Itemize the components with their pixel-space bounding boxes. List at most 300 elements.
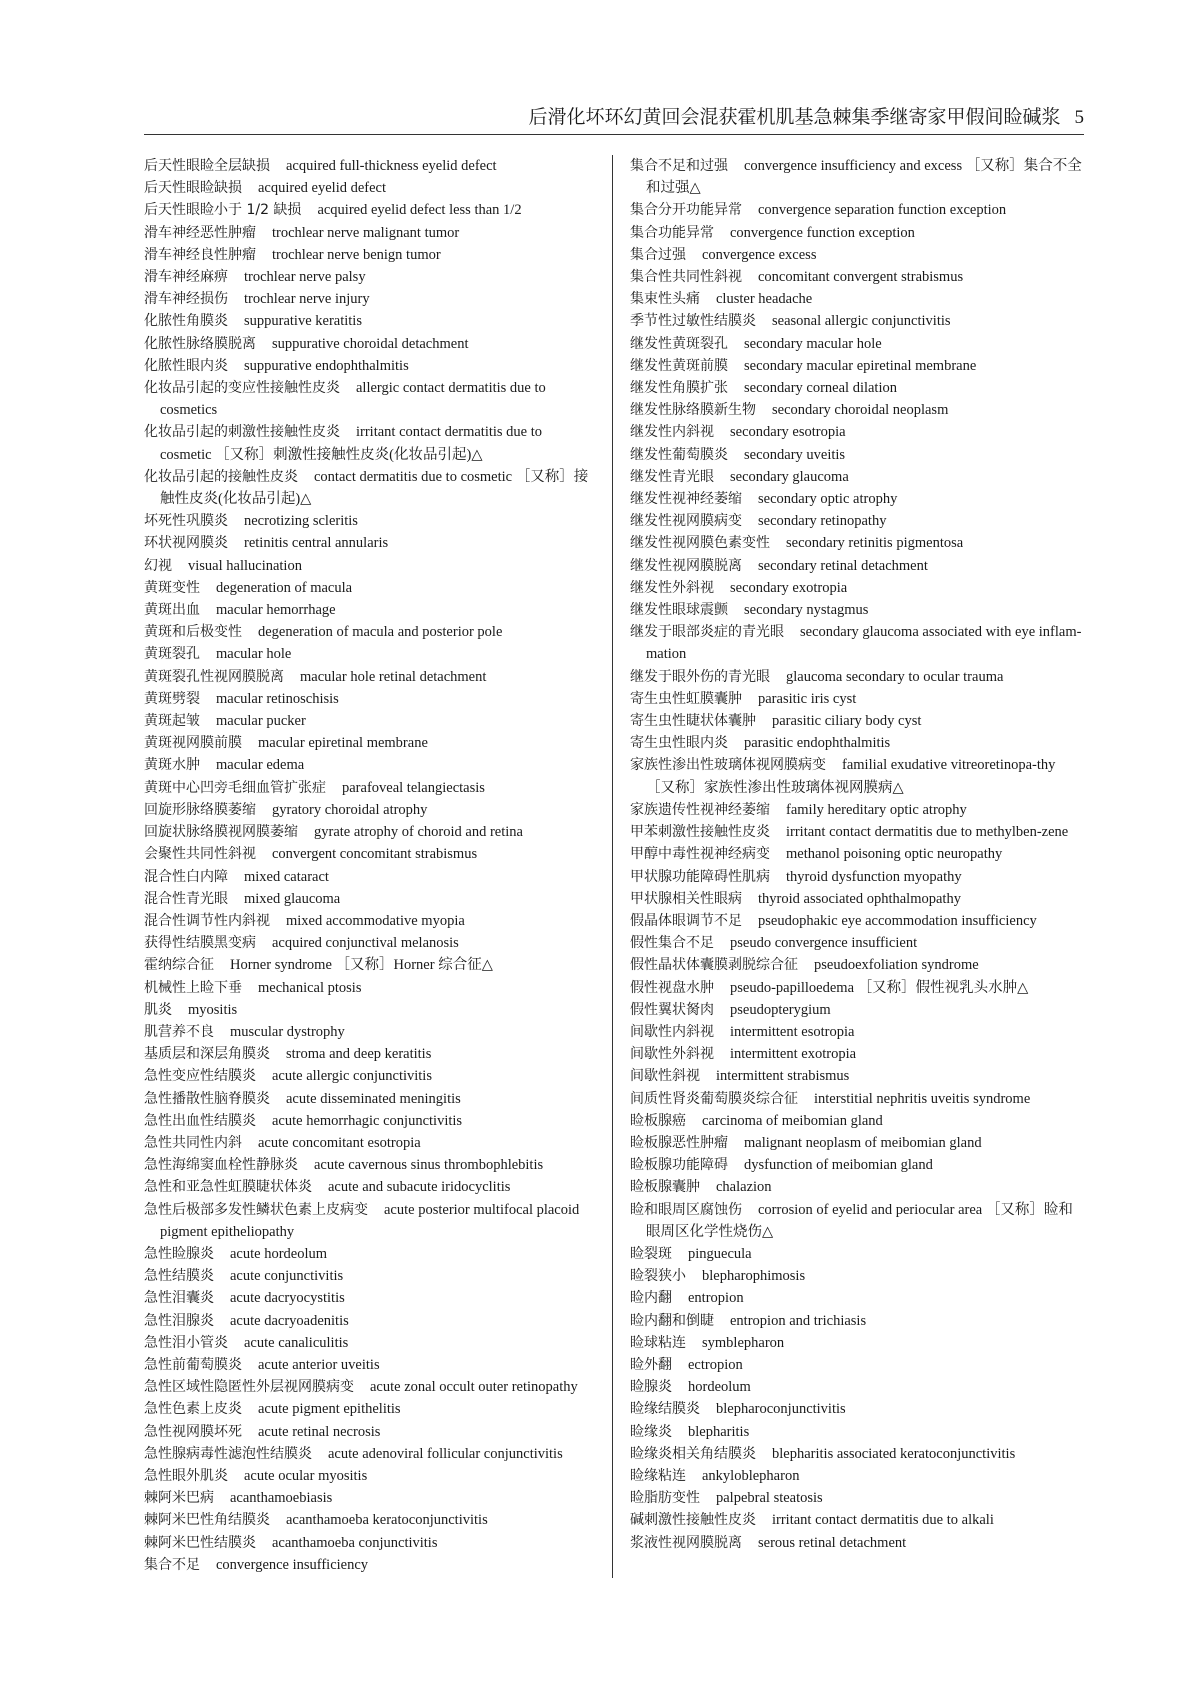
glossary-entry xyxy=(630,710,1082,732)
glossary-entry xyxy=(630,1354,1082,1376)
term-english: convergent concomitant strabismus xyxy=(272,846,478,863)
term-english: trochlear nerve benign tumor xyxy=(272,246,441,263)
term-english: visual hallucination xyxy=(188,557,302,574)
glossary-entry xyxy=(144,710,596,732)
column-divider xyxy=(612,155,613,1578)
term-english: acute adenoviral follicular conjunctivitis xyxy=(328,1445,563,1462)
glossary-entry xyxy=(144,177,596,199)
term-chinese: 继发性视网膜病变 xyxy=(630,513,742,530)
glossary-entry xyxy=(630,666,1082,688)
term-chinese: 假性晶状体囊膜剥脱综合征 xyxy=(630,957,798,974)
term-english: trochlear nerve palsy xyxy=(244,269,366,286)
term-english: secondary nystagmus xyxy=(744,602,869,619)
term-chinese: 睑裂狭小 xyxy=(630,1268,686,1285)
term-english: blepharitis xyxy=(688,1423,750,1440)
term-chinese: 幻视 xyxy=(144,557,172,574)
term-english: allergic contact dermatitis due to cosmetics xyxy=(160,380,546,419)
term-english: blepharitis associated keratoconjunctivitis xyxy=(772,1445,1016,1462)
term-chinese: 急性色素上皮炎 xyxy=(144,1401,242,1418)
term-chinese: 急性泪小管炎 xyxy=(144,1334,228,1351)
term-english: acute dacryocystitis xyxy=(230,1290,345,1307)
glossary-entry xyxy=(630,155,1082,199)
glossary-entry xyxy=(144,1021,596,1043)
term-english: necrotizing scleritis xyxy=(244,513,358,530)
glossary-entry xyxy=(144,621,596,643)
term-english: acquired eyelid defect xyxy=(258,180,387,197)
glossary-entry xyxy=(144,244,596,266)
term-english: pseudo-papilloedema ［又称］假性视乳头水肿△ xyxy=(730,979,1029,996)
term-chinese: 霍纳综合征 xyxy=(144,957,214,974)
term-english: pseudopterygium xyxy=(730,1001,831,1018)
term-english: corrosion of eyelid and periocular area ［又称］睑和眼周区化学性烧伤△ xyxy=(646,1201,1073,1240)
term-chinese: 黄斑水肿 xyxy=(144,757,200,774)
glossary-entry xyxy=(144,155,596,177)
term-english: suppurative endophthalmitis xyxy=(244,357,409,374)
header-title: 后滑化坏环幻黄回会混获霍机肌基急棘集季继寄家甲假间睑碱浆 xyxy=(528,107,1061,128)
term-english: secondary uveitis xyxy=(744,446,846,463)
term-chinese: 睑板腺功能障碍 xyxy=(630,1157,728,1174)
glossary-entry xyxy=(144,1398,596,1420)
glossary-entry xyxy=(630,1487,1082,1509)
glossary-entry xyxy=(630,355,1082,377)
term-english: dysfunction of meibomian gland xyxy=(744,1157,933,1174)
term-english: glaucoma secondary to ocular trauma xyxy=(786,668,1004,685)
term-english: acute disseminated meningitis xyxy=(286,1090,461,1107)
glossary-entry xyxy=(144,1243,596,1265)
term-chinese: 黄斑和后极变性 xyxy=(144,624,242,641)
term-chinese: 间质性肾炎葡萄膜炎综合征 xyxy=(630,1090,798,1107)
term-chinese: 继发性视神经萎缩 xyxy=(630,491,742,508)
term-english: contact dermatitis due to cosmetic ［又称］接触性皮炎(化妆品引起)△ xyxy=(160,468,589,508)
term-chinese: 肌炎 xyxy=(144,1001,172,1018)
glossary-entry xyxy=(144,910,596,932)
glossary-entry xyxy=(630,1310,1082,1332)
glossary-entry xyxy=(144,1532,596,1554)
term-chinese: 甲醇中毒性视神经病变 xyxy=(630,846,770,863)
term-english: retinitis central annularis xyxy=(244,535,389,552)
glossary-entry xyxy=(144,310,596,332)
glossary-entry xyxy=(630,732,1082,754)
glossary-entry xyxy=(630,421,1082,443)
term-english: secondary corneal dilation xyxy=(744,380,897,397)
term-chinese: 睑缘炎 xyxy=(630,1423,672,1440)
glossary-entry xyxy=(144,532,596,554)
term-chinese: 急性视网膜坏死 xyxy=(144,1423,242,1440)
term-chinese: 继发于眼外伤的青光眼 xyxy=(630,668,770,685)
term-chinese: 继发性脉络膜新生物 xyxy=(630,402,756,419)
term-chinese: 黄斑劈裂 xyxy=(144,690,200,707)
term-chinese: 继发性视网膜脱离 xyxy=(630,557,742,574)
term-english: acquired full-thickness eyelid defect xyxy=(286,158,497,174)
term-chinese: 机械性上睑下垂 xyxy=(144,979,242,996)
term-chinese: 急性变应性结膜炎 xyxy=(144,1068,256,1085)
term-chinese: 集合性共同性斜视 xyxy=(630,269,742,286)
term-english: mechanical ptosis xyxy=(258,979,362,996)
term-english: macular pucker xyxy=(216,713,306,730)
glossary-entry xyxy=(630,754,1082,798)
term-english: macular hemorrhage xyxy=(216,602,336,619)
glossary-entry xyxy=(144,1110,596,1132)
term-chinese: 滑车神经良性肿瘤 xyxy=(144,246,256,263)
term-english: secondary glaucoma xyxy=(730,468,849,485)
term-chinese: 继发性葡萄膜炎 xyxy=(630,446,728,463)
glossary-entry xyxy=(144,688,596,710)
term-english: seasonal allergic conjunctivitis xyxy=(772,313,951,330)
term-english: methanol poisoning optic neuropathy xyxy=(786,846,1003,863)
glossary-entry xyxy=(630,1132,1082,1154)
term-english: acquired eyelid defect less than 1/2 xyxy=(317,202,522,219)
term-english: secondary retinitis pigmentosa xyxy=(786,535,964,552)
term-chinese: 继发性内斜视 xyxy=(630,424,714,441)
glossary-entry xyxy=(144,599,596,621)
glossary-entry xyxy=(144,577,596,599)
term-english: acquired conjunctival melanosis xyxy=(272,935,459,952)
glossary-entry xyxy=(630,932,1082,954)
glossary-entry xyxy=(144,555,596,577)
glossary-entry xyxy=(630,1465,1082,1487)
term-english: thyroid associated ophthalmopathy xyxy=(758,890,961,907)
term-english: acute ocular myositis xyxy=(244,1467,368,1484)
term-english: Horner syndrome ［又称］Horner 综合征△ xyxy=(230,957,493,974)
glossary-entry xyxy=(144,222,596,244)
glossary-entry xyxy=(630,532,1082,554)
term-english: suppurative choroidal detachment xyxy=(272,335,469,352)
glossary-entry xyxy=(144,1310,596,1332)
glossary-entry xyxy=(144,977,596,999)
term-english: mixed cataract xyxy=(244,868,329,885)
term-chinese: 集合功能异常 xyxy=(630,224,714,241)
glossary-entry xyxy=(630,688,1082,710)
glossary-entry xyxy=(630,977,1082,999)
term-english: secondary retinopathy xyxy=(758,513,887,530)
term-chinese: 回旋状脉络膜视网膜萎缩 xyxy=(144,824,298,841)
glossary-entry xyxy=(630,1443,1082,1465)
glossary-entry xyxy=(144,1132,596,1154)
glossary-entry xyxy=(630,1287,1082,1309)
term-english: acute zonal occult outer retinopathy xyxy=(370,1379,578,1396)
glossary-entry xyxy=(630,266,1082,288)
term-chinese: 黄斑裂孔性视网膜脱离 xyxy=(144,668,284,685)
term-english: acute and subacute iridocyclitis xyxy=(328,1179,511,1196)
term-chinese: 甲状腺功能障碍性肌病 xyxy=(630,868,770,885)
term-english: acanthamoeba conjunctivitis xyxy=(272,1534,438,1551)
term-chinese: 混合性调节性内斜视 xyxy=(144,912,270,929)
glossary-entry xyxy=(630,1421,1082,1443)
term-english: acute pigment epithelitis xyxy=(258,1401,401,1418)
term-english: acanthamoebiasis xyxy=(230,1490,333,1507)
term-english: ectropion xyxy=(688,1356,743,1373)
term-english: convergence function exception xyxy=(730,224,915,241)
term-english: intermittent esotropia xyxy=(730,1023,855,1040)
term-english: macular hole xyxy=(216,646,292,663)
glossary-entry xyxy=(630,1154,1082,1176)
glossary-entry xyxy=(144,1509,596,1531)
term-english: acute conjunctivitis xyxy=(230,1268,344,1285)
glossary-entry xyxy=(630,1509,1082,1531)
term-chinese: 睑缘结膜炎 xyxy=(630,1401,700,1418)
term-chinese: 睑板腺恶性肿瘤 xyxy=(630,1134,728,1151)
term-english: stroma and deep keratitis xyxy=(286,1046,432,1063)
glossary-entry xyxy=(144,1065,596,1087)
glossary-entry xyxy=(630,999,1082,1021)
term-english: symblepharon xyxy=(702,1334,785,1351)
term-english: hordeolum xyxy=(688,1379,751,1396)
glossary-entry xyxy=(630,1176,1082,1198)
glossary-entry xyxy=(144,1332,596,1354)
term-english: pseudo convergence insufficient xyxy=(730,935,918,952)
term-chinese: 急性泪腺炎 xyxy=(144,1312,214,1329)
glossary-entry xyxy=(630,888,1082,910)
term-chinese: 急性共同性内斜 xyxy=(144,1134,242,1151)
term-english: trochlear nerve injury xyxy=(244,291,370,308)
term-chinese: 急性区域性隐匿性外层视网膜病变 xyxy=(144,1379,354,1396)
term-english: myositis xyxy=(188,1001,238,1018)
glossary-entry xyxy=(144,266,596,288)
term-chinese: 后天性眼睑缺损 xyxy=(144,180,242,197)
term-chinese: 急性海绵窦血栓性静脉炎 xyxy=(144,1157,298,1174)
term-chinese: 棘阿米巴性结膜炎 xyxy=(144,1534,256,1551)
glossary-entry xyxy=(630,1199,1082,1243)
term-chinese: 假性视盘水肿 xyxy=(630,979,714,996)
term-english: secondary choroidal neoplasm xyxy=(772,402,949,419)
glossary-entry xyxy=(144,510,596,532)
glossary-entry xyxy=(144,1176,596,1198)
glossary-entry xyxy=(630,555,1082,577)
term-english: degeneration of macula and posterior pole xyxy=(258,624,503,641)
term-chinese: 黄斑裂孔 xyxy=(144,646,200,663)
term-chinese: 继发性黄斑前膜 xyxy=(630,357,728,374)
term-chinese: 睑裂斑 xyxy=(630,1245,672,1262)
term-chinese: 假性翼状胬肉 xyxy=(630,1001,714,1018)
term-chinese: 混合性白内障 xyxy=(144,868,228,885)
glossary-entry xyxy=(144,1465,596,1487)
term-chinese: 睑内翻和倒睫 xyxy=(630,1312,714,1329)
term-english: convergence insufficiency and excess ［又称］集合不全和过强△ xyxy=(646,158,1082,197)
glossary-entry xyxy=(144,1043,596,1065)
glossary-entry xyxy=(630,1065,1082,1087)
glossary-entry xyxy=(144,377,596,421)
glossary-entry xyxy=(630,488,1082,510)
term-chinese: 急性后极部多发性鳞状色素上皮病变 xyxy=(144,1201,368,1218)
term-chinese: 后天性眼睑小于 1/2 缺损 xyxy=(144,202,302,219)
glossary-entry xyxy=(630,222,1082,244)
term-english: intermittent strabismus xyxy=(716,1068,850,1085)
term-english: irritant contact dermatitis due to cosmetic ［又称］刺激性接触性皮炎(化妆品引起)△ xyxy=(160,424,543,463)
term-english: acute hordeolum xyxy=(230,1245,328,1262)
term-chinese: 急性和亚急性虹膜睫状体炎 xyxy=(144,1179,312,1196)
term-chinese: 滑车神经麻痹 xyxy=(144,269,228,286)
term-english: degeneration of macula xyxy=(216,579,353,596)
glossary-entry xyxy=(630,199,1082,221)
term-chinese: 急性睑腺炎 xyxy=(144,1245,214,1262)
term-chinese: 回旋形脉络膜萎缩 xyxy=(144,801,256,818)
term-chinese: 睑外翻 xyxy=(630,1356,672,1373)
term-chinese: 会聚性共同性斜视 xyxy=(144,846,256,863)
glossary-entry xyxy=(630,399,1082,421)
term-chinese: 环状视网膜炎 xyxy=(144,535,228,552)
term-chinese: 集束性头痛 xyxy=(630,291,700,308)
glossary-entry xyxy=(144,355,596,377)
term-english: thyroid dysfunction myopathy xyxy=(786,868,962,885)
term-chinese: 急性前葡萄膜炎 xyxy=(144,1356,242,1373)
term-chinese: 滑车神经恶性肿瘤 xyxy=(144,224,256,241)
glossary-entry xyxy=(630,599,1082,621)
term-chinese: 继发性角膜扩张 xyxy=(630,380,728,397)
glossary-entry xyxy=(144,1088,596,1110)
term-chinese: 黄斑中心凹旁毛细血管扩张症 xyxy=(144,779,326,796)
glossary-entry xyxy=(144,843,596,865)
term-english: acute cavernous sinus thrombophlebitis xyxy=(314,1157,544,1174)
term-chinese: 睑脂肪变性 xyxy=(630,1490,700,1507)
glossary-entry xyxy=(630,910,1082,932)
glossary-entry xyxy=(144,954,596,976)
glossary-entry xyxy=(144,666,596,688)
term-english: acute allergic conjunctivitis xyxy=(272,1068,432,1085)
term-english: familial exudative vitreoretinopa-thy ［又称］家族性渗出性玻璃体视网膜病△ xyxy=(646,757,1056,796)
term-english: secondary esotropia xyxy=(730,424,846,441)
glossary-entry xyxy=(630,288,1082,310)
term-english: serous retinal detachment xyxy=(758,1534,907,1551)
glossary-entry xyxy=(144,1154,596,1176)
term-english: entropion and trichiasis xyxy=(730,1312,867,1329)
term-english: palpebral steatosis xyxy=(716,1490,823,1507)
term-chinese: 睑缘粘连 xyxy=(630,1467,686,1484)
running-header xyxy=(144,102,1084,129)
glossary-entry xyxy=(630,843,1082,865)
term-chinese: 急性播散性脑脊膜炎 xyxy=(144,1090,270,1107)
term-chinese: 季节性过敏性结膜炎 xyxy=(630,313,756,330)
glossary-entry xyxy=(144,466,596,510)
term-english: macular retinoschisis xyxy=(216,690,339,707)
term-chinese: 继发于眼部炎症的青光眼 xyxy=(630,624,784,641)
term-english: ankyloblepharon xyxy=(702,1467,800,1484)
term-chinese: 浆液性视网膜脱离 xyxy=(630,1534,742,1551)
glossary-entry xyxy=(630,621,1082,665)
glossary-entry xyxy=(144,866,596,888)
term-chinese: 睑板腺癌 xyxy=(630,1112,686,1129)
glossary-entry xyxy=(630,1376,1082,1398)
term-english: parasitic ciliary body cyst xyxy=(772,713,922,730)
term-english: acanthamoeba keratoconjunctivitis xyxy=(286,1512,488,1529)
glossary-entry xyxy=(144,1287,596,1309)
term-english: macular edema xyxy=(216,757,305,774)
term-english: blepharoconjunctivitis xyxy=(716,1401,846,1418)
term-chinese: 后天性眼睑全层缺损 xyxy=(144,158,270,174)
term-english: parasitic endophthalmitis xyxy=(744,735,891,752)
term-chinese: 黄斑出血 xyxy=(144,602,200,619)
term-chinese: 化脓性角膜炎 xyxy=(144,313,228,330)
glossary-entry xyxy=(144,1376,596,1398)
term-chinese: 碱刺激性接触性皮炎 xyxy=(630,1512,756,1529)
glossary-entry xyxy=(630,466,1082,488)
glossary-entry xyxy=(630,244,1082,266)
term-english: intermittent exotropia xyxy=(730,1046,857,1063)
glossary-entry xyxy=(630,866,1082,888)
term-chinese: 黄斑视网膜前膜 xyxy=(144,735,242,752)
term-chinese: 急性腺病毒性滤泡性结膜炎 xyxy=(144,1445,312,1462)
term-chinese: 甲苯刺激性接触性皮炎 xyxy=(630,824,770,841)
term-chinese: 黄斑变性 xyxy=(144,579,200,596)
term-chinese: 获得性结膜黑变病 xyxy=(144,935,256,952)
glossary-entry xyxy=(630,444,1082,466)
term-chinese: 化妆品引起的刺激性接触性皮炎 xyxy=(144,424,340,441)
header-rule xyxy=(144,134,1084,135)
term-english: muscular dystrophy xyxy=(230,1023,345,1040)
glossary-entry xyxy=(144,421,596,465)
term-english: blepharophimosis xyxy=(702,1268,806,1285)
glossary-entry xyxy=(144,932,596,954)
glossary-entry xyxy=(144,754,596,776)
glossary-entry xyxy=(144,732,596,754)
glossary-entry xyxy=(630,1398,1082,1420)
glossary-entry xyxy=(144,821,596,843)
glossary-entry xyxy=(630,1110,1082,1132)
term-english: acute anterior uveitis xyxy=(258,1356,380,1373)
term-english: irritant contact dermatitis due to methylben-zene xyxy=(786,824,1069,841)
glossary-entry xyxy=(144,1199,596,1243)
term-english: gyrate atrophy of choroid and retina xyxy=(314,824,523,841)
term-chinese: 化脓性脉络膜脱离 xyxy=(144,335,256,352)
term-chinese: 间歇性斜视 xyxy=(630,1068,700,1085)
term-chinese: 家族性渗出性玻璃体视网膜病变 xyxy=(630,757,826,774)
term-english: acute retinal necrosis xyxy=(258,1423,381,1440)
term-chinese: 寄生虫性虹膜囊肿 xyxy=(630,690,742,707)
glossary-entry xyxy=(144,777,596,799)
term-chinese: 化妆品引起的接触性皮炎 xyxy=(144,468,298,485)
term-chinese: 寄生虫性眼内炎 xyxy=(630,735,728,752)
term-chinese: 睑球粘连 xyxy=(630,1334,686,1351)
term-chinese: 急性结膜炎 xyxy=(144,1268,214,1285)
term-chinese: 家族遗传性视神经萎缩 xyxy=(630,801,770,818)
term-chinese: 急性眼外肌炎 xyxy=(144,1467,228,1484)
term-chinese: 滑车神经损伤 xyxy=(144,291,228,308)
term-chinese: 假晶体眼调节不足 xyxy=(630,912,742,929)
glossary-entry xyxy=(630,1043,1082,1065)
term-chinese: 集合过强 xyxy=(630,246,686,263)
glossary-entry xyxy=(630,1332,1082,1354)
glossary-entry xyxy=(630,1265,1082,1287)
term-english: secondary macular hole xyxy=(744,335,882,352)
term-chinese: 肌营养不良 xyxy=(144,1023,214,1040)
glossary-entry xyxy=(630,954,1082,976)
glossary-entry xyxy=(630,1532,1082,1554)
term-chinese: 间歇性外斜视 xyxy=(630,1046,714,1063)
term-english: pseudoexfoliation syndrome xyxy=(814,957,979,974)
glossary-entry xyxy=(630,1021,1082,1043)
right-column xyxy=(630,155,1082,1554)
term-english: macular epiretinal membrane xyxy=(258,735,428,752)
term-english: acute canaliculitis xyxy=(244,1334,349,1351)
glossary-entry xyxy=(144,1554,596,1576)
term-chinese: 寄生虫性睫状体囊肿 xyxy=(630,713,756,730)
glossary-entry xyxy=(144,888,596,910)
term-chinese: 间歇性内斜视 xyxy=(630,1023,714,1040)
term-chinese: 继发性黄斑裂孔 xyxy=(630,335,728,352)
glossary-entry xyxy=(144,199,596,221)
term-english: family hereditary optic atrophy xyxy=(786,801,967,818)
glossary-entry xyxy=(630,333,1082,355)
term-chinese: 化脓性眼内炎 xyxy=(144,357,228,374)
term-chinese: 急性出血性结膜炎 xyxy=(144,1112,256,1129)
term-chinese: 睑和眼周区腐蚀伤 xyxy=(630,1201,742,1218)
term-chinese: 混合性青光眼 xyxy=(144,890,228,907)
term-english: secondary macular epiretinal membrane xyxy=(744,357,977,374)
term-english: secondary retinal detachment xyxy=(758,557,928,574)
term-english: entropion xyxy=(688,1290,744,1307)
term-english: convergence excess xyxy=(702,246,817,263)
term-english: suppurative keratitis xyxy=(244,313,362,330)
term-english: macular hole retinal detachment xyxy=(300,668,487,685)
